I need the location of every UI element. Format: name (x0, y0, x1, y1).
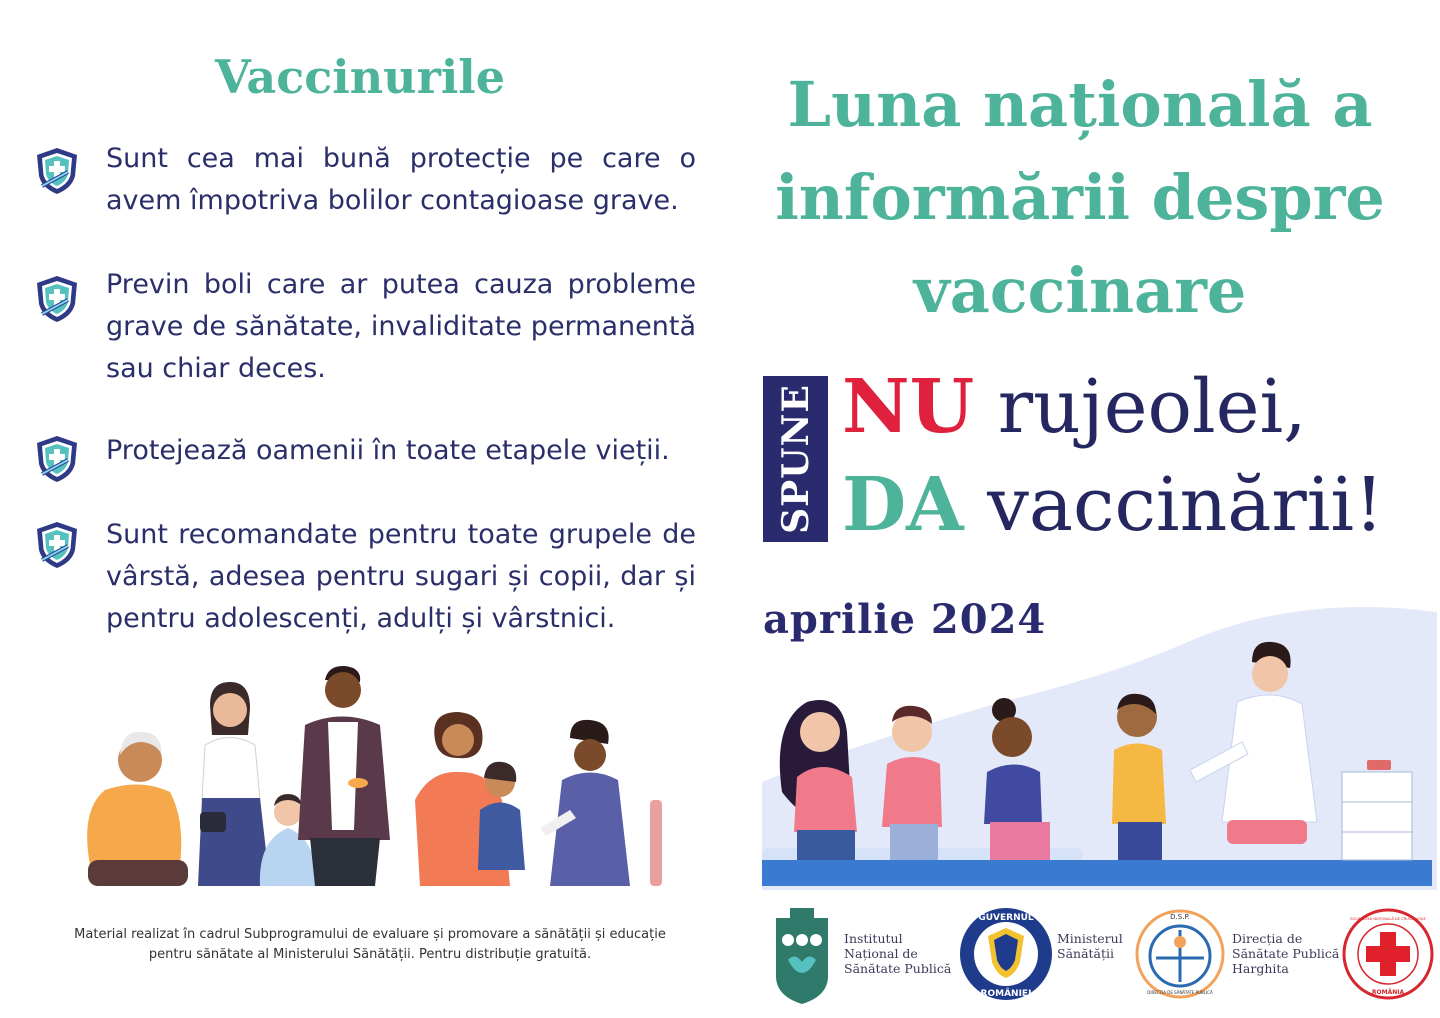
dsp-top: D.S.P. (1170, 913, 1190, 921)
bullet-item (34, 520, 706, 650)
insp-label-line: Institutul (844, 931, 903, 946)
shield-icon (34, 274, 80, 324)
ms-label-line: Sănătății (1057, 946, 1115, 961)
logo-strip (770, 906, 1436, 1010)
shield-icon (34, 520, 80, 570)
mother-child-figure (415, 712, 525, 886)
dsp-label-line: Direcția de (1232, 931, 1303, 946)
nurse-figure (540, 720, 662, 886)
man-figure (298, 666, 390, 886)
bullet-item (34, 269, 706, 404)
bullet-text: Previn boli care ar putea cauza probleme grave de sănătate, invaliditate permanentă sau chiar deces. (106, 269, 696, 384)
bullet-text: Sunt recomandate pentru toate grupele de vârstă, adesea pentru sugari și copii, dar și pentru adolescenți, adulți și vârstnici. (106, 519, 696, 634)
red-cross-logo-icon (1342, 908, 1434, 1000)
government-seal-icon (958, 906, 1054, 1002)
footer-note: Material realizat în cadrul Subprogramului de evaluare și promovare a sănătății și educație pentru sănătate al Ministerului Sănătății. Pentru distribuție gratuită. (74, 927, 666, 962)
dsp-label-line: Harghita (1232, 961, 1289, 976)
slogan-nu: NU (842, 364, 975, 450)
insp-label-line: Sănătate Publică (844, 961, 952, 976)
slogan-line-2 (842, 462, 1384, 548)
campaign-title-line: vaccinare (913, 254, 1247, 327)
campaign-date: aprilie 2024 (763, 596, 1047, 643)
campaign-title-line: Luna națională a (787, 68, 1373, 141)
slogan-line2-rest: vaccinării! (963, 462, 1384, 548)
campaign-title-line: informării despre (775, 161, 1385, 234)
bullet-text: Sunt cea mai bună protecție pe care o avem împotriva bolilor contagioase grave. (106, 143, 696, 216)
campaign-title (745, 58, 1415, 337)
clinic-vaccination-illustration (742, 592, 1437, 890)
cross-ring: SOCIETATEA NAȚIONALĂ DE CRUCE ROȘIE (1350, 917, 1426, 921)
ms-logo-label (1057, 931, 1137, 961)
family-vaccination-illustration (70, 660, 670, 890)
slogan-line-1 (842, 364, 1307, 450)
slogan-da: DA (842, 462, 964, 548)
dsp-logo-icon (1134, 906, 1226, 1002)
woman-figure (198, 682, 270, 886)
dsp-label-line: Sănătate Publică (1232, 946, 1340, 961)
dsp-ring: DIRECȚIA DE SĂNĂTATE PUBLICĂ (1147, 990, 1213, 995)
medical-cabinet (1342, 760, 1412, 860)
spune-text: SPUNE (774, 384, 817, 534)
slogan-line1-rest: rujeolei, (974, 364, 1307, 450)
bullet-text: Protejează oamenii în toate etapele vieții. (106, 435, 670, 466)
cross-ring-bottom: ROMÂNIA (1371, 989, 1405, 996)
insp-logo-label (844, 931, 964, 976)
gov-ring-bottom: ROMÂNIEI (980, 989, 1032, 999)
shield-icon (34, 434, 80, 484)
spune-label (763, 376, 828, 542)
gov-ring-top: GUVERNUL (978, 913, 1034, 923)
ms-label-line: Ministerul (1057, 931, 1123, 946)
left-title: Vaccinurile (214, 50, 506, 104)
bullet-item (34, 143, 706, 236)
bullet-item (34, 434, 706, 484)
dsp-logo-label (1232, 931, 1352, 976)
elderly-figure (87, 732, 188, 886)
shield-icon (34, 146, 80, 196)
insp-logo-icon (772, 906, 832, 1006)
insp-label-line: Național de (844, 946, 918, 961)
